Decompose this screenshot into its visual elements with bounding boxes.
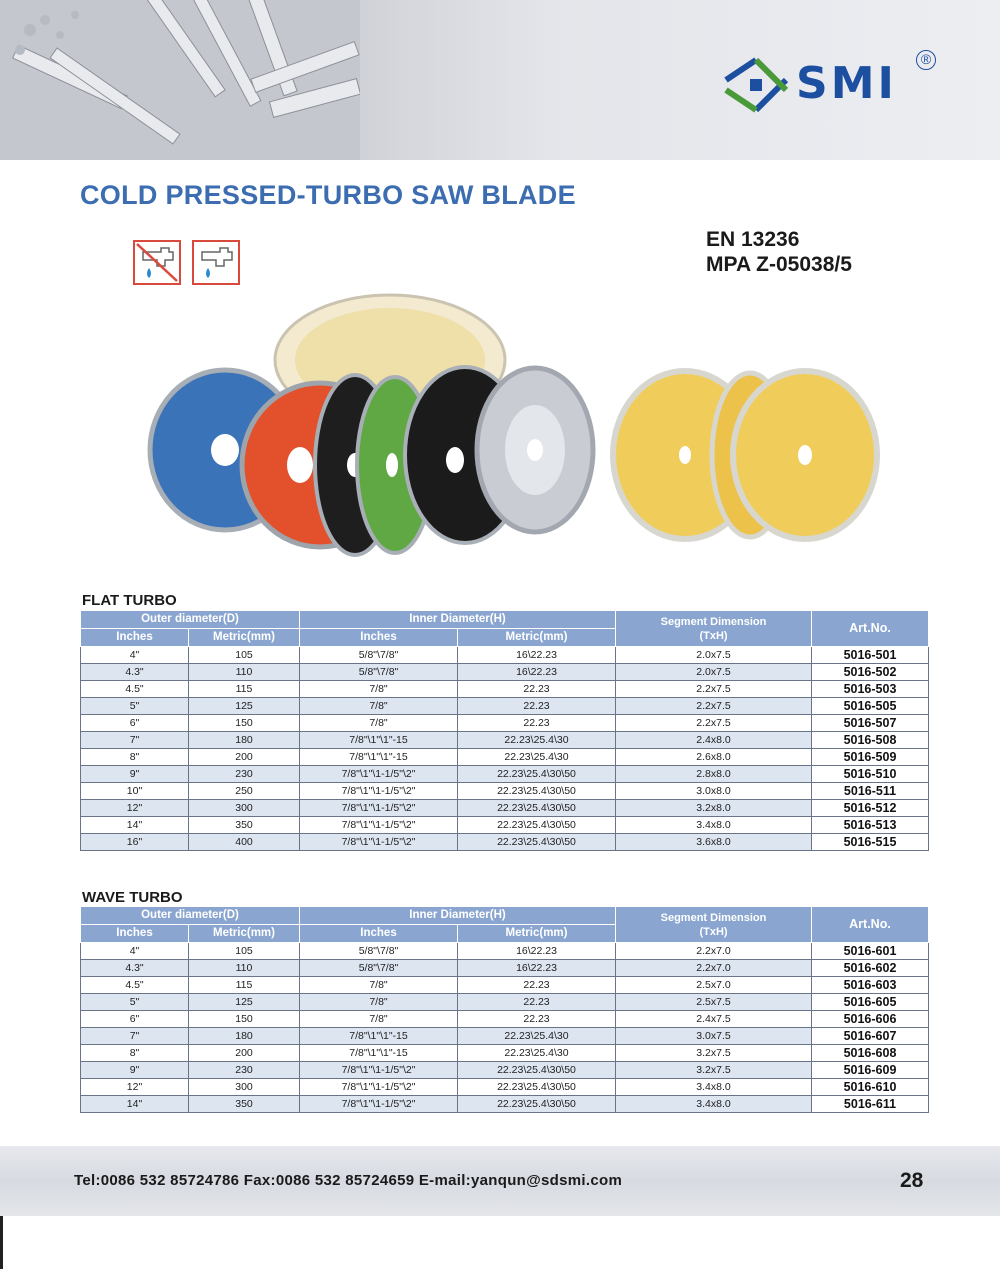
segment-dimension-cell: 2.5x7.0 xyxy=(616,977,812,994)
inner-diameter-metric-cell: 22.23\25.4\30\50 xyxy=(458,1096,616,1113)
inner-diameter-inches-cell: 5/8"\7/8" xyxy=(300,664,458,681)
segment-dimension-cell: 2.2x7.0 xyxy=(616,943,812,960)
outer-diameter-inches-cell: 5" xyxy=(81,994,189,1011)
smi-logo-mark xyxy=(716,50,796,120)
outer-diameter-inches-cell: 9" xyxy=(81,1062,189,1079)
outer-diameter-inches-cell: 14" xyxy=(81,1096,189,1113)
outer-diameter-metric-cell: 110 xyxy=(189,664,300,681)
outer-diameter-metric-cell: 180 xyxy=(189,732,300,749)
outer-diameter-metric-cell: 300 xyxy=(189,800,300,817)
outer-diameter-metric-cell: 200 xyxy=(189,749,300,766)
segment-dimension-cell: 3.2x7.5 xyxy=(616,1045,812,1062)
table-row xyxy=(81,1028,929,1045)
art-no-cell: 5016-501 xyxy=(812,647,929,664)
art-no-cell: 5016-502 xyxy=(812,664,929,681)
outer-diameter-metric-cell: 230 xyxy=(189,1062,300,1079)
outer-diameter-metric-cell: 350 xyxy=(189,1096,300,1113)
table-row xyxy=(81,1045,929,1062)
art-no-cell: 5016-606 xyxy=(812,1011,929,1028)
segment-dimension-cell: 2.2x7.5 xyxy=(616,681,812,698)
art-no-header: Art.No. xyxy=(812,907,929,943)
segment-dimension-cell: 2.0x7.5 xyxy=(616,647,812,664)
outer-diameter-metric-cell: 115 xyxy=(189,977,300,994)
flat-turbo-title: FLAT TURBO xyxy=(82,592,177,609)
inner-diameter-inches-cell: 7/8"\1"\1-1/5"\2" xyxy=(300,834,458,851)
id-inches-header: Inches xyxy=(300,925,458,943)
inner-diameter-metric-cell: 16\22.23 xyxy=(458,960,616,977)
inner-diameter-inches-cell: 7/8"\1"\1"-15 xyxy=(300,1028,458,1045)
segment-dimension-cell: 3.0x8.0 xyxy=(616,783,812,800)
registered-mark: ® xyxy=(916,50,936,70)
outer-diameter-metric-cell: 250 xyxy=(189,783,300,800)
table-row xyxy=(81,943,929,960)
page-title: COLD PRESSED-TURBO SAW BLADE xyxy=(80,180,576,210)
table-row xyxy=(81,783,929,800)
inner-diameter-metric-cell: 22.23\25.4\30\50 xyxy=(458,817,616,834)
header-banner xyxy=(0,0,1000,160)
od-inches-header: Inches xyxy=(81,925,189,943)
art-no-cell: 5016-607 xyxy=(812,1028,929,1045)
table-row xyxy=(81,749,929,766)
outer-diameter-metric-cell: 350 xyxy=(189,817,300,834)
id-inches-header: Inches xyxy=(300,629,458,647)
outer-diameter-metric-cell: 105 xyxy=(189,647,300,664)
art-no-cell: 5016-509 xyxy=(812,749,929,766)
inner-diameter-inches-cell: 7/8" xyxy=(300,994,458,1011)
contact-info: Tel:0086 532 85724786 Fax:0086 532 85724659 E-mail:yanqun@sdsmi.com xyxy=(74,1172,623,1189)
outer-diameter-metric-cell: 400 xyxy=(189,834,300,851)
flat-turbo-rows xyxy=(81,647,929,851)
segment-header xyxy=(616,611,812,647)
table-row xyxy=(81,960,929,977)
inner-diameter-inches-cell: 7/8"\1"\1-1/5"\2" xyxy=(300,817,458,834)
table-row xyxy=(81,732,929,749)
segment-dimension-cell: 3.6x8.0 xyxy=(616,834,812,851)
segment-dimension-cell: 2.4x8.0 xyxy=(616,732,812,749)
dry-cutting-icon xyxy=(133,240,181,285)
inner-diameter-header: Inner Diameter(H) xyxy=(300,611,616,629)
outer-diameter-inches-cell: 10" xyxy=(81,783,189,800)
page-edge xyxy=(0,1216,3,1269)
inner-diameter-metric-cell: 22.23 xyxy=(458,977,616,994)
outer-diameter-metric-cell: 125 xyxy=(189,698,300,715)
od-metric-header: Metric(mm) xyxy=(189,629,300,647)
table-row xyxy=(81,647,929,664)
outer-diameter-inches-cell: 12" xyxy=(81,800,189,817)
art-no-cell: 5016-513 xyxy=(812,817,929,834)
inner-diameter-metric-cell: 22.23 xyxy=(458,681,616,698)
inner-diameter-inches-cell: 7/8"\1"\1"-15 xyxy=(300,732,458,749)
table-row xyxy=(81,977,929,994)
art-no-cell: 5016-608 xyxy=(812,1045,929,1062)
inner-diameter-inches-cell: 7/8" xyxy=(300,1011,458,1028)
outer-diameter-inches-cell: 4" xyxy=(81,943,189,960)
outer-diameter-inches-cell: 4.3" xyxy=(81,664,189,681)
outer-diameter-metric-cell: 125 xyxy=(189,994,300,1011)
inner-diameter-metric-cell: 22.23 xyxy=(458,994,616,1011)
inner-diameter-metric-cell: 22.23 xyxy=(458,698,616,715)
segment-dimension-cell: 2.6x8.0 xyxy=(616,749,812,766)
outer-diameter-header: Outer diameter(D) xyxy=(81,611,300,629)
smi-logo xyxy=(716,50,936,120)
table-row xyxy=(81,994,929,1011)
art-no-cell: 5016-601 xyxy=(812,943,929,960)
segment-dimension-cell: 2.4x7.5 xyxy=(616,1011,812,1028)
inner-diameter-metric-cell: 22.23\25.4\30 xyxy=(458,1045,616,1062)
table-row xyxy=(81,1096,929,1113)
segment-dimension-cell: 2.8x8.0 xyxy=(616,766,812,783)
inner-diameter-metric-cell: 22.23\25.4\30\50 xyxy=(458,783,616,800)
table-row xyxy=(81,698,929,715)
flat-turbo-table xyxy=(80,610,929,851)
inner-diameter-metric-cell: 22.23\25.4\30\50 xyxy=(458,834,616,851)
outer-diameter-metric-cell: 300 xyxy=(189,1079,300,1096)
art-no-cell: 5016-610 xyxy=(812,1079,929,1096)
inner-diameter-inches-cell: 7/8"\1"\1-1/5"\2" xyxy=(300,1096,458,1113)
inner-diameter-inches-cell: 7/8" xyxy=(300,715,458,732)
inner-diameter-metric-cell: 22.23\25.4\30 xyxy=(458,1028,616,1045)
wet-cutting-icon xyxy=(192,240,240,285)
table-row xyxy=(81,817,929,834)
outer-diameter-inches-cell: 4.5" xyxy=(81,977,189,994)
outer-diameter-metric-cell: 200 xyxy=(189,1045,300,1062)
inner-diameter-inches-cell: 5/8"\7/8" xyxy=(300,943,458,960)
outer-diameter-inches-cell: 4" xyxy=(81,647,189,664)
outer-diameter-inches-cell: 6" xyxy=(81,1011,189,1028)
outer-diameter-inches-cell: 14" xyxy=(81,817,189,834)
table-row xyxy=(81,1011,929,1028)
segment-dimension-cell: 3.4x8.0 xyxy=(616,1096,812,1113)
segment-dimension-cell: 2.5x7.5 xyxy=(616,994,812,1011)
outer-diameter-inches-cell: 12" xyxy=(81,1079,189,1096)
art-no-cell: 5016-503 xyxy=(812,681,929,698)
segment-dimension-cell: 3.0x7.5 xyxy=(616,1028,812,1045)
inner-diameter-inches-cell: 5/8"\7/8" xyxy=(300,647,458,664)
inner-diameter-header: Inner Diameter(H) xyxy=(300,907,616,925)
inner-diameter-metric-cell: 22.23\25.4\30 xyxy=(458,749,616,766)
outer-diameter-metric-cell: 105 xyxy=(189,943,300,960)
art-no-cell: 5016-512 xyxy=(812,800,929,817)
id-metric-header: Metric(mm) xyxy=(458,925,616,943)
table-row xyxy=(81,1062,929,1079)
inner-diameter-metric-cell: 22.23\25.4\30\50 xyxy=(458,766,616,783)
segment-header-line1: Segment Dimension xyxy=(660,615,767,628)
inner-diameter-metric-cell: 16\22.23 xyxy=(458,664,616,681)
art-no-cell: 5016-515 xyxy=(812,834,929,851)
wave-turbo-rows xyxy=(81,943,929,1113)
inner-diameter-inches-cell: 7/8"\1"\1-1/5"\2" xyxy=(300,783,458,800)
table-row xyxy=(81,1079,929,1096)
segment-dimension-cell: 3.4x8.0 xyxy=(616,817,812,834)
outer-diameter-inches-cell: 7" xyxy=(81,1028,189,1045)
segment-header-line1: Segment Dimension xyxy=(660,911,767,924)
segment-dimension-cell: 3.4x8.0 xyxy=(616,1079,812,1096)
segment-dimension-cell: 2.2x7.5 xyxy=(616,715,812,732)
art-no-cell: 5016-611 xyxy=(812,1096,929,1113)
outer-diameter-header: Outer diameter(D) xyxy=(81,907,300,925)
segment-header xyxy=(616,907,812,943)
id-metric-header: Metric(mm) xyxy=(458,629,616,647)
outer-diameter-metric-cell: 150 xyxy=(189,715,300,732)
outer-diameter-inches-cell: 4.5" xyxy=(81,681,189,698)
art-no-cell: 5016-511 xyxy=(812,783,929,800)
segment-dimension-cell: 3.2x8.0 xyxy=(616,800,812,817)
inner-diameter-metric-cell: 22.23\25.4\30\50 xyxy=(458,1079,616,1096)
art-no-cell: 5016-602 xyxy=(812,960,929,977)
tools-photo xyxy=(0,0,360,160)
table-row xyxy=(81,766,929,783)
table-row xyxy=(81,834,929,851)
art-no-cell: 5016-508 xyxy=(812,732,929,749)
art-no-cell: 5016-605 xyxy=(812,994,929,1011)
art-no-cell: 5016-603 xyxy=(812,977,929,994)
inner-diameter-inches-cell: 7/8"\1"\1-1/5"\2" xyxy=(300,1062,458,1079)
segment-header-line2: (TxH) xyxy=(699,629,728,642)
inner-diameter-metric-cell: 22.23\25.4\30 xyxy=(458,732,616,749)
inner-diameter-metric-cell: 22.23\25.4\30\50 xyxy=(458,800,616,817)
inner-diameter-inches-cell: 7/8"\1"\1-1/5"\2" xyxy=(300,766,458,783)
outer-diameter-metric-cell: 180 xyxy=(189,1028,300,1045)
segment-dimension-cell: 2.2x7.0 xyxy=(616,960,812,977)
page-number: 28 xyxy=(900,1169,924,1192)
outer-diameter-inches-cell: 5" xyxy=(81,698,189,715)
outer-diameter-inches-cell: 9" xyxy=(81,766,189,783)
outer-diameter-inches-cell: 8" xyxy=(81,749,189,766)
art-no-header: Art.No. xyxy=(812,611,929,647)
outer-diameter-inches-cell: 16" xyxy=(81,834,189,851)
inner-diameter-inches-cell: 7/8" xyxy=(300,681,458,698)
standard-en: EN 13236 xyxy=(706,228,800,251)
inner-diameter-metric-cell: 16\22.23 xyxy=(458,647,616,664)
art-no-cell: 5016-510 xyxy=(812,766,929,783)
outer-diameter-metric-cell: 230 xyxy=(189,766,300,783)
brand-name: SMI xyxy=(796,58,897,109)
inner-diameter-inches-cell: 7/8"\1"\1-1/5"\2" xyxy=(300,1079,458,1096)
wave-turbo-title: WAVE TURBO xyxy=(82,889,183,906)
outer-diameter-metric-cell: 115 xyxy=(189,681,300,698)
table-row xyxy=(81,681,929,698)
standard-mpa: MPA Z-05038/5 xyxy=(706,253,852,276)
table-row xyxy=(81,800,929,817)
outer-diameter-inches-cell: 7" xyxy=(81,732,189,749)
inner-diameter-inches-cell: 7/8" xyxy=(300,698,458,715)
inner-diameter-metric-cell: 16\22.23 xyxy=(458,943,616,960)
art-no-cell: 5016-507 xyxy=(812,715,929,732)
art-no-cell: 5016-505 xyxy=(812,698,929,715)
inner-diameter-metric-cell: 22.23 xyxy=(458,1011,616,1028)
inner-diameter-metric-cell: 22.23\25.4\30\50 xyxy=(458,1062,616,1079)
wave-turbo-table xyxy=(80,906,929,1113)
outer-diameter-metric-cell: 110 xyxy=(189,960,300,977)
inner-diameter-inches-cell: 7/8"\1"\1"-15 xyxy=(300,1045,458,1062)
saw-blades-photo xyxy=(140,290,900,560)
segment-dimension-cell: 2.2x7.5 xyxy=(616,698,812,715)
od-metric-header: Metric(mm) xyxy=(189,925,300,943)
outer-diameter-inches-cell: 8" xyxy=(81,1045,189,1062)
outer-diameter-inches-cell: 6" xyxy=(81,715,189,732)
table-row xyxy=(81,715,929,732)
segment-header-line2: (TxH) xyxy=(699,925,728,938)
segment-dimension-cell: 3.2x7.5 xyxy=(616,1062,812,1079)
outer-diameter-metric-cell: 150 xyxy=(189,1011,300,1028)
inner-diameter-inches-cell: 5/8"\7/8" xyxy=(300,960,458,977)
inner-diameter-metric-cell: 22.23 xyxy=(458,715,616,732)
art-no-cell: 5016-609 xyxy=(812,1062,929,1079)
inner-diameter-inches-cell: 7/8"\1"\1-1/5"\2" xyxy=(300,800,458,817)
inner-diameter-inches-cell: 7/8"\1"\1"-15 xyxy=(300,749,458,766)
od-inches-header: Inches xyxy=(81,629,189,647)
table-row xyxy=(81,664,929,681)
outer-diameter-inches-cell: 4.3" xyxy=(81,960,189,977)
segment-dimension-cell: 2.0x7.5 xyxy=(616,664,812,681)
inner-diameter-inches-cell: 7/8" xyxy=(300,977,458,994)
